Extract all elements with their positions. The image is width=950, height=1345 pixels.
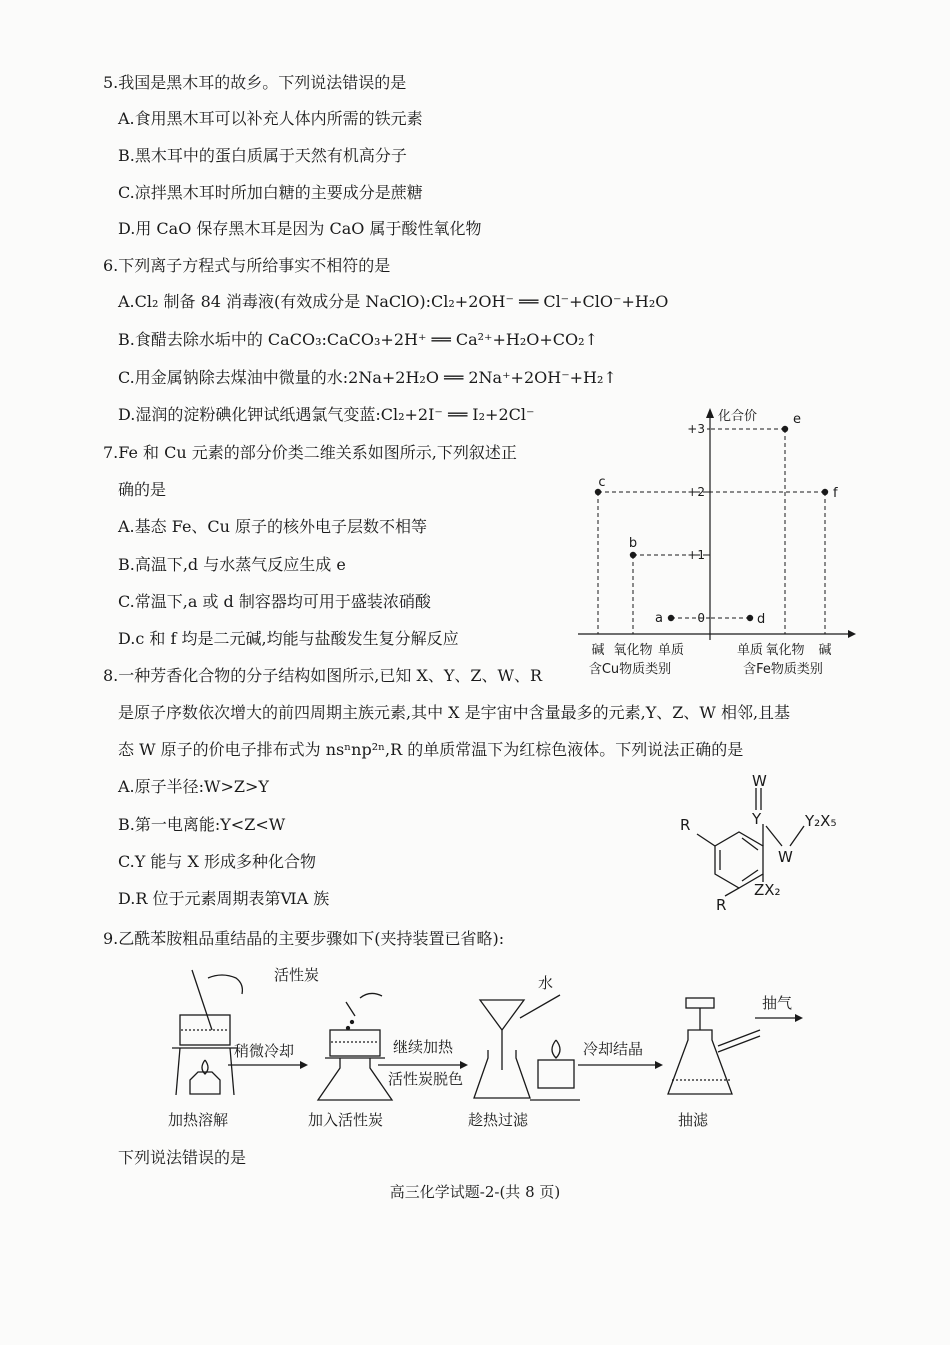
- step2-label: 加入活性炭: [308, 1111, 384, 1129]
- atom-r-top: R: [680, 816, 691, 834]
- point-label-b: b: [628, 536, 638, 551]
- q8-option-b: B.第一电离能:Y<Z<W: [118, 815, 286, 834]
- ring-double-bond: [742, 870, 758, 881]
- data-point-a: [668, 615, 674, 621]
- x-category-label: 单质: [736, 643, 764, 658]
- water-jacket-arm: [520, 995, 560, 1018]
- point-label-f: f: [833, 486, 838, 501]
- tripod-leg: [176, 1048, 180, 1095]
- q8-option-c: C.Y 能与 X 形成多种化合物: [118, 852, 316, 871]
- suction-label: 抽气: [762, 994, 793, 1012]
- x-category-label: 氧化物: [765, 643, 805, 658]
- q9-tail: 下列说法错误的是: [118, 1148, 247, 1167]
- step1-label: 加热溶解: [168, 1111, 229, 1129]
- x-category-label: 碱: [591, 643, 605, 658]
- arrow3-label: 冷却结晶: [583, 1040, 644, 1058]
- q8-stem-line2: 是原子序数依次增大的前四周期主族元素,其中 X 是宇宙中含量最多的元素,Y、Z、W 相邻,且基: [118, 703, 791, 722]
- group-zx2: ZX₂: [754, 881, 781, 899]
- q5-option-c: C.凉拌黑木耳时所加白糖的主要成分是蔗糖: [118, 183, 423, 202]
- suction-filtration-apparatus: [668, 998, 803, 1094]
- bond-w-y2x5: [790, 826, 804, 846]
- page-footer: 高三化学试题-2-(共 8 页): [389, 1183, 561, 1201]
- y-axis-arrow: [706, 408, 714, 418]
- data-point-f: [822, 489, 828, 495]
- q6-option-a: A.Cl₂ 制备 84 消毒液(有效成分是 NaClO):Cl₂+2OH⁻ ══ Cl⁻+ClO⁻+H₂O: [118, 292, 669, 311]
- hand-icon: [208, 975, 242, 994]
- q6-option-c: C.用金属钠除去煤油中微量的水:2Na+2H₂O ══ 2Na⁺+2OH⁻+H₂↑: [118, 368, 617, 387]
- step3-label: 趁热过滤: [468, 1111, 529, 1129]
- x-category-label: 氧化物: [613, 643, 653, 658]
- molecule-structure: [670, 768, 860, 918]
- q7-stem-line1: 7.Fe 和 Cu 元素的部分价类二维关系如图所示,下列叙述正: [103, 443, 517, 462]
- arrow2-bottom-label: 活性炭脱色: [388, 1070, 464, 1088]
- arrow1-label: 稍微冷却: [234, 1042, 295, 1060]
- carbon-label: 活性炭: [274, 966, 320, 984]
- point-label-c: c: [598, 475, 606, 490]
- beaker: [330, 1030, 380, 1056]
- atom-w-bridge: W: [778, 848, 793, 866]
- conical-flask: [318, 1058, 392, 1100]
- data-point-d: [747, 615, 753, 621]
- hot-filtration-apparatus: [474, 995, 580, 1100]
- fe-group-label: 含Fe物质类别: [743, 662, 823, 677]
- benzene-ring: [715, 832, 763, 888]
- point-label-e: e: [793, 412, 801, 427]
- carbon-flask-apparatus: [318, 993, 392, 1100]
- ring-double-bond: [742, 838, 758, 850]
- q8-stem-line3: 态 W 原子的价电子排布式为 nsⁿnp²ⁿ,R 的单质常温下为红棕色液体。下列说法正确的是: [118, 740, 744, 759]
- valence-class-chart: [570, 400, 860, 685]
- atom-r-bottom: R: [716, 896, 727, 914]
- q6-option-b: B.食醋去除水垢中的 CaCO₃:CaCO₃+2H⁺ ══ Ca²⁺+H₂O+CO₂↑: [118, 330, 598, 349]
- cu-group-label: 含Cu物质类别: [588, 662, 672, 677]
- alcohol-lamp: [190, 1072, 220, 1094]
- glass-rod: [192, 970, 212, 1030]
- q5-option-d: D.用 CaO 保存黑木耳是因为 CaO 属于酸性氧化物: [118, 219, 482, 238]
- x-category-label: 碱: [818, 643, 832, 658]
- atom-w-top: W: [752, 772, 767, 790]
- bond-r-bottom: [725, 888, 739, 896]
- group-y2x5: Y₂X₅: [805, 812, 837, 830]
- q7-option-a: A.基态 Fe、Cu 原子的核外电子层数不相等: [118, 517, 428, 536]
- atom-y: Y: [752, 810, 762, 828]
- y-tick-label: 0: [697, 611, 705, 625]
- recrystallization-apparatus: [150, 960, 850, 1135]
- x-axis-arrow: [848, 630, 856, 638]
- water-label: 水: [538, 974, 554, 992]
- x-category-label: 单质: [657, 643, 685, 658]
- q5-option-b: B.黑木耳中的蛋白质属于天然有机高分子: [118, 146, 407, 165]
- y-tick-label: +2: [687, 485, 705, 499]
- q9-stem: 9.乙酰苯胺粗品重结晶的主要步骤如下(夹持装置已省略):: [103, 929, 505, 948]
- y-axis-label: 化合价: [718, 409, 758, 424]
- q7-stem-line2: 确的是: [118, 480, 167, 499]
- q8-option-a: A.原子半径:W>Z>Y: [118, 777, 269, 796]
- arrow2-top-label: 继续加热: [393, 1038, 454, 1056]
- spatula: [346, 1002, 355, 1016]
- q5-option-a: A.食用黑木耳可以补充人体内所需的铁元素: [118, 109, 423, 128]
- data-point-e: [782, 426, 788, 432]
- q5-stem: 5.我国是黑木耳的故乡。下列说法错误的是: [103, 73, 407, 92]
- point-label-d: d: [757, 612, 766, 627]
- hand-icon: [360, 993, 382, 998]
- q8-option-d: D.R 位于元素周期表第ⅥA 族: [118, 889, 330, 908]
- bond-r-top: [697, 834, 715, 846]
- data-point-b: [630, 552, 636, 558]
- q7-option-b: B.高温下,d 与水蒸气反应生成 e: [118, 555, 346, 574]
- point-label-a: a: [655, 611, 663, 626]
- buchner-funnel-top: [686, 998, 714, 1008]
- q7-option-d: D.c 和 f 均是二元碱,均能与盐酸发生复分解反应: [118, 629, 459, 648]
- bond-y-w: [766, 826, 782, 846]
- q6-option-d: D.湿润的淀粉碘化钾试纸遇氯气变蓝:Cl₂+2I⁻ ══ I₂+2Cl⁻: [118, 405, 535, 424]
- q8-stem-line1: 8.一种芳香化合物的分子结构如图所示,已知 X、Y、Z、W、R: [103, 666, 543, 685]
- suction-flask: [668, 1030, 732, 1094]
- funnel: [480, 1000, 524, 1030]
- y-tick-label: +1: [687, 548, 705, 562]
- q6-stem: 6.下列离子方程式与所给事实不相符的是: [103, 256, 391, 275]
- step4-label: 抽滤: [678, 1111, 709, 1129]
- heating-beaker-apparatus: [172, 970, 242, 1095]
- y-tick-label: +3: [687, 422, 705, 436]
- q7-option-c: C.常温下,a 或 d 制容器均可用于盛装浓硝酸: [118, 592, 431, 611]
- lamp-base: [538, 1060, 574, 1088]
- flame-icon: [552, 1040, 560, 1058]
